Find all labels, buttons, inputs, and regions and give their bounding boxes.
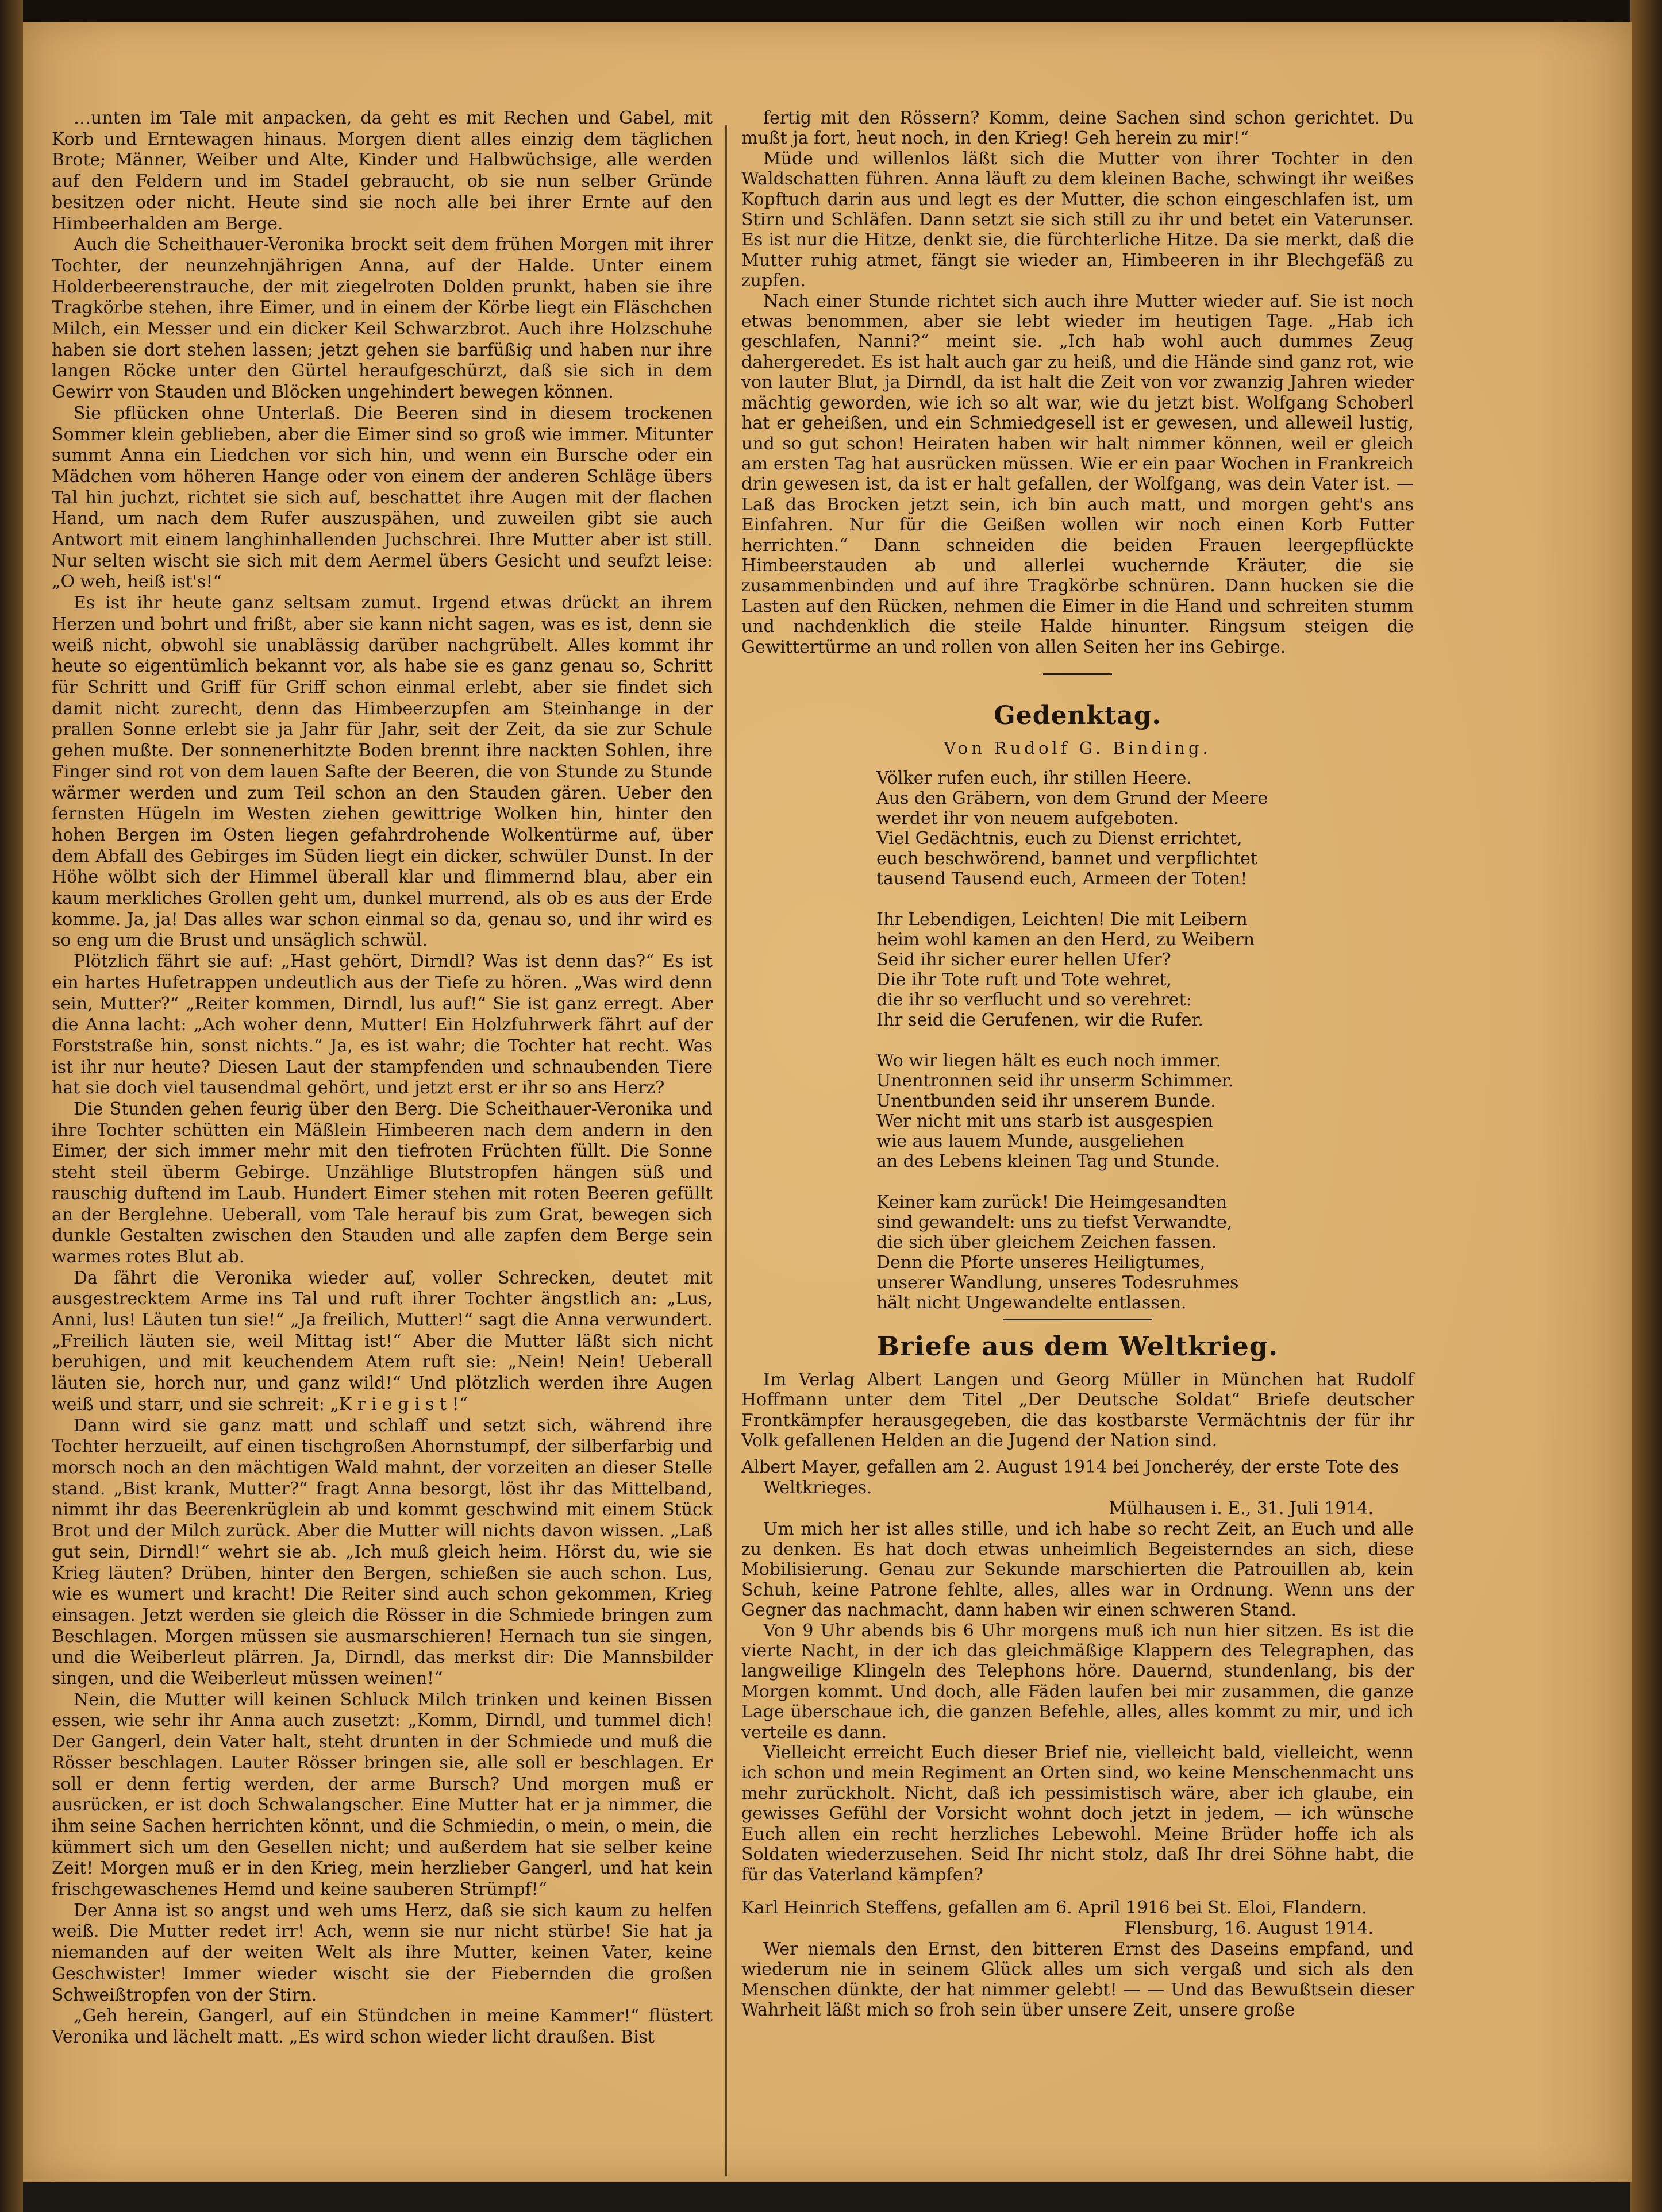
poem-stanza <box>876 768 1414 889</box>
story-paragraph: Es ist ihr heute ganz seltsam zumut. Irgend etwas drückt an ihrem Herzen und bohrt und frißt, aber sie kann nicht sagen, was es ist, denn sie weiß nicht, obwohl sie unablässig darüber nachgrübelt. Alles kommt ihr heute so eigentümlich bekannt vor, als habe sie es ganz genau so, Schritt für Schritt und Griff für Griff schon einmal erlebt, aber sie findet sich damit nicht zurecht, denn das Himbeerzupfen am Steinhange in der prallen Sonne erlebt sie ja Jahr für Jahr, seit der Zeit, da sie zur Schule gehen mußte. Der sonnenerhitzte Boden brennt ihre nackten Sohlen, ihre Finger sind rot von dem lauen Safte der Beeren, die von Stunde zu Stunde wärmer werden und zum Teil schon an den Stauden gären. Ueber den fernsten Hügeln im Westen ziehen gewittrige Wolken hin, hinter den hohen Bergen im Osten liegen gefahrdrohende Wolkentürme auf, über dem Abfall des Gebirges im Süden liegt ein dicker, schwüler Dunst. In der Höhe wölbt sich der Himmel überall klar und flimmernd blau, aber ein kaum merkliches Grollen geht um, dunkel murrend, als ob es aus der Erde komme. Ja, ja! Das alles war schon einmal so da, genau so, und ihr wird es so eng um die Brust und unsäglich schwül. <box>52 593 713 951</box>
poem-stanza <box>876 910 1414 1030</box>
letter-heading: Albert Mayer, gefallen am 2. August 1914 bei Joncheréy, der erste Tote des Weltkrieges. <box>741 1456 1399 1498</box>
poem-line: wie aus lauem Munde, ausgeliehen <box>876 1131 1184 1151</box>
story-paragraph: Müde und willenlos läßt sich die Mutter von ihrer Tochter in den Waldschatten führen. Anna läuft zu dem kleinen Bache, schwingt ihr weißes Kopftuch darin aus und legt es der Mutter, die schon eingeschlafen ist, um Stirn und Schläfen. Dann setzt sie sich still zu ihr und betet ein Vaterunser. Es ist nur die Hitze, denkt sie, die fürchterliche Hitze. Da sie merkt, daß die Mutter ruhig atmet, fängt sie wieder an, Himbeeren in ihr Blechgefäß zu zupfen. <box>741 148 1414 291</box>
left-column <box>52 108 713 2048</box>
poem-line: an des Lebens kleinen Tag und Stunde. <box>876 1151 1221 1171</box>
column-divider <box>725 125 727 2176</box>
poem-line: Keiner kam zurück! Die Heimgesandten <box>876 1192 1228 1212</box>
poem-line: heim wohl kamen an den Herd, zu Weibern <box>876 929 1255 950</box>
section-rule <box>1043 673 1112 675</box>
letter-dateline: Flensburg, 16. August 1914. <box>1124 1918 1374 1939</box>
poem-line: hält nicht Ungewandelte entlassen. <box>876 1292 1187 1313</box>
poem-line: euch beschwörend, bannet und verpflichtet <box>876 848 1257 869</box>
poem-line: sind gewandelt: uns zu tiefst Verwandte, <box>876 1212 1233 1232</box>
story-paragraph: Die Stunden gehen feurig über den Berg. Die Scheithauer-Veronika und ihre Tochter schütten ein Mäßlein Himbeeren nach dem andern in den Eimer, der sich immer mehr mit den tiefroten Früchten füllt. Die Sonne steht steil überm Gebirge. Unzählige Blutstropfen hängen süß und rauschig duftend im Laub. Hundert Eimer stehen mit roten Beeren gefüllt an der Berglehne. Ueberall, vom Tale herauf bis zum Grat, bewegen sich dunkle Gestalten zwischen den Stauden und alle zapfen dem Berge sein warmes rotes Blut ab. <box>52 1099 713 1267</box>
letter-dateline: Mülhausen i. E., 31. Juli 1914. <box>1109 1498 1374 1519</box>
poem-line: Seid ihr sicher eurer hellen Ufer? <box>876 949 1171 970</box>
poem-stanza <box>876 1192 1414 1313</box>
right-column <box>741 108 1414 2021</box>
poem-line: Ihr seid die Gerufenen, wir die Rufer. <box>876 1009 1203 1030</box>
right-page-edge <box>1630 0 1662 2212</box>
letter-paragraph: Um mich her ist alles stille, und ich habe so recht Zeit, an Euch und alle zu denken. Es hat doch etwas unheimlich Begeisterndes an sich, diese Mobilisierung. Genau zur Sekunde marschierten die Patrouillen ab, kein Schuh, keine Patrone fehlte, alles, alles war in Ordnung. Wenn uns der Gegner das nachmacht, dann haben wir einen schweren Stand. <box>741 1519 1414 1621</box>
section-rule <box>1003 1319 1152 1320</box>
poem-line: Wo wir liegen hält es euch noch immer. <box>876 1050 1221 1071</box>
poem-line: unserer Wandlung, unseres Todesruhmes <box>876 1272 1239 1293</box>
poem-line: Ihr Lebendigen, Leichten! Die mit Leibern <box>876 909 1248 930</box>
story-paragraph: Der Anna ist so angst und weh ums Herz, daß sie sich kaum zu helfen weiß. Die Mutter redet irr! Ach, wenn sie nur nicht stürbe! Sie hat ja niemanden auf der weiten Welt als ihre Mutter, keinen Vater, keine Geschwister! Immer wieder wischt sie der Fiebernden die großen Schweißtropfen von der Stirn. <box>52 1900 713 2005</box>
poem-line: Denn die Pforte unseres Heiligtumes, <box>876 1252 1206 1273</box>
story-paragraph: „Geh herein, Gangerl, auf ein Stündchen in meine Kammer!“ flüstert Veronika und lächelt matt. „Es wird schon wieder licht draußen. Bist <box>52 2006 713 2047</box>
letter-paragraph: Wer niemals den Ernst, den bitteren Ernst des Daseins empfand, und wiederum nie in seinem Glück alles um sich vergaß und sich als den Menschen dünkte, der hat nimmer gelebt! — — Und das Bewußtsein dieser Wahrheit läßt mich so froh sein über unsere Zeit, unsere große <box>741 1939 1414 2021</box>
section-intro: Im Verlag Albert Langen und Georg Müller in München hat Rudolf Hoffmann unter dem Titel „Der Deutsche Soldat“ Briefe deutscher Frontkämpfer herausgegeben, die das kostbarste Vermächtnis der für ihr Volk gefallenen Helden an die Jugend der Nation sind. <box>741 1369 1414 1451</box>
story-paragraph: Plötzlich fährt sie auf: „Hast gehört, Dirndl? Was ist denn das?“ Es ist ein hartes Hufetrappen undeutlich aus der Tiefe zu hören. „Was wird denn sein, Mutter?“ „Reiter kommen, Dirndl, lus auf!“ Sie ist ganz erregt. Aber die Anna lacht: „Ach woher denn, Mutter! Ein Holzfuhrwerk fährt auf der Forststraße hin, sonst nichts.“ Ja, es ist wahr; die Tochter hat recht. Was ist ihr nur heute? Diesen Laut der stampfenden und schnaubenden Tiere hat sie doch viel tausendmal gehört, und jetzt erst er ihr so ans Herz? <box>52 951 713 1099</box>
poem-line: Wer nicht mit uns starb ist ausgespien <box>876 1111 1213 1131</box>
story-paragraph: Auch die Scheithauer-Veronika brockt seit dem frühen Morgen mit ihrer Tochter, der neunzehnjährigen Anna, auf der Halde. Unter einem Holderbeerenstrauche, der mit ziegelroten Dolden prunkt, haben sie ihre Tragkörbe stehen, ihre Eimer, und in einem der Körbe liegt ein Fläschchen Milch, ein Messer und ein dicker Keil Schwarzbrot. Auch ihre Holzschuhe haben sie dort stehen lassen; jetzt gehen sie barfüßig und haben nur ihre langen Röcke unter den Gürtel heraufgeschürzt, daß sie sich in dem Gewirr von Stauden und Blöcken ungehindert bewegen können. <box>52 234 713 403</box>
story-paragraph: Da fährt die Veronika wieder auf, voller Schrecken, deutet mit ausgestrecktem Arme ins Tal und ruft ihrer Tochter ängstlich an: „Lus, Anni, lus! Läuten tun sie!“ „Ja freilich, Mutter!“ sagt die Anna verwundert. „Freilich läuten sie, weil Mittag ist!“ Aber die Mutter läßt sich nicht beruhigen, und mit keuchendem Atem ruft sie: „Nein! Nein! Ueberall läuten sie, horch nur, und ganz wild!“ Und plötzlich werden ihre Augen weiß und starr, und sie schreit: „K r i e g i s t !“ <box>52 1267 713 1415</box>
poem-line: Viel Gedächtnis, euch zu Dienst errichtet, <box>876 828 1242 849</box>
letter-paragraph: Von 9 Uhr abends bis 6 Uhr morgens muß ich nun hier sitzen. Es ist die vierte Nacht, in der ich das gleichmäßige Klappern des Telegraphen, das langweilige Klingeln des Telephons höre. Dauernd, stundenlang, bis der Morgen kommt. Und doch, alle Fäden laufen bei mir zusammen, die ganze Lage überschaue ich, die ganzen Befehle, alles, alles kommt zu mir, und ich verteile es dann. <box>741 1620 1414 1743</box>
poem-byline: Von Rudolf G. Binding. <box>944 738 1211 758</box>
left-page-edge <box>0 0 23 2212</box>
newspaper-page <box>23 22 1632 2182</box>
poem-line: die ihr so verflucht und so verehret: <box>876 989 1192 1010</box>
story-paragraph: Nach einer Stunde richtet sich auch ihre Mutter wieder auf. Sie ist noch etwas benommen, aber sie lebt wieder im heutigen Tage. „Hab ich geschlafen, Nanni?“ meint sie. „Ich hab wohl auch dummes Zeug dahergeredet. Es ist halt auch gar zu heiß, und die Hände sind ganz rot, wie von lauter Blut, ja Dirndl, da ist halt die Zeit von vor zwanzig Jahren wieder mächtig geworden, wie ich so alt war, wie du jetzt bist. Wolfgang Schoberl hat er geheißen, und ein Schmiedgesell ist er gewesen, und alleweil lustig, und so gut schon! Heiraten haben wir halt nimmer können, weil er gleich am ersten Tag hat ausrücken müssen. Wie er ein paar Wochen in Frankreich drin gewesen ist, da ist er halt gefallen, der Wolfgang, was dein Vater ist. — Laß das Brocken jetzt sein, ich bin auch matt, und morgen geht's ans Einfahren. Nur für die Geißen wollen wir noch einen Korb Futter herrichten.“ Dann schneiden die beiden Frauen leergepflückte Himbeerstauden ab und allerlei wuchernde Kräuter, die sie zusammenbinden und auf ihre Tragkörbe schnüren. Dann hucken sie die Lasten auf den Rücken, nehmen die Eimer in die Hand und schreiten stumm und nachdenklich die steile Halde hinunter. Ringsum steigen die Gewittertürme an und rollen von allen Seiten her ins Gebirge. <box>741 291 1414 657</box>
poem-stanza <box>876 1051 1414 1171</box>
poem-line: werdet ihr von neuem aufgeboten. <box>876 808 1179 828</box>
story-paragraph: Dann wird sie ganz matt und schlaff und setzt sich, während ihre Tochter herzueilt, auf einen tischgroßen Ahornstumpf, der silberfarbig und morsch noch an den mächtigen Wald mahnt, der vorzeiten an dieser Stelle stand. „Bist krank, Mutter?“ fragt Anna besorgt, löst ihr das Mittelband, nimmt ihr das Beerenkrüglein ab und kommt geschwind mit einem Stück Brot und der Milch zurück. Aber die Mutter will nichts davon wissen. „Laß gut sein, Dirndl!“ wehrt sie ab. „Ich muß gleich heim. Hörst du, wie sie Krieg läuten? Drüben, hinter den Bergen, schießen sie auch schon. Lus, wie es wumert und kracht! Die Reiter sind auch schon gekommen, Krieg einsagen. Jetzt werden sie gleich die Rösser in die Schmiede bringen zum Beschlagen. Morgen müssen sie ausmarschieren! Hernach tun sie singen, und die Weiberleut plärren. Ja, Dirndl, das merkst dir: Die Mannsbilder singen, und die Weiberleut müssen weinen!“ <box>52 1415 713 1689</box>
story-paragraph: fertig mit den Rössern? Komm, deine Sachen sind schon gerichtet. Du mußt ja fort, heut noch, in den Krieg! Geh herein zu mir!“ <box>741 108 1414 149</box>
letter-heading: Karl Heinrich Steffens, gefallen am 6. April 1916 bei St. Eloi, Flandern. <box>741 1897 1367 1918</box>
letter-paragraph: Vielleicht erreicht Euch dieser Brief nie, vielleicht bald, vielleicht, wenn ich schon und mein Regiment an Orten sind, wo keine Menschenmacht uns mehr zurückholt. Nicht, daß ich pessimistisch wäre, aber ich glaube, ein gewisses Gefühl der Vorsicht wohnt doch jetzt in jedem, — ich wünsche Euch allen ein recht herzliches Lebewohl. Meine Brüder hoffe ich als Soldaten wiederzusehen. Seid Ihr nicht stolz, daß Ihr drei Söhne habt, die für das Vaterland kämpfen? <box>741 1743 1414 1885</box>
story-paragraph: Nein, die Mutter will keinen Schluck Milch trinken und keinen Bissen essen, wie sehr ihr Anna auch zusetzt: „Komm, Dirndl, und tummel dich! Der Gangerl, dein Vater halt, steht drunten in der Schmiede und muß die Rösser beschlagen. Lauter Rösser bringen sie, alle soll er beschlagen. Er soll er denn fertig werden, der arme Bursch? Und morgen muß er ausrücken, er ist doch Schwalangscher. Eine Mutter hat er ja nimmer, die ihm seine Sachen herrichten könnt, und die Schmiedin, o mein, o mein, die kümmert sich um den Gesellen nicht; und außerdem hat sie selber keine Zeit! Morgen muß er in den Krieg, mein herzlieber Gangerl, und hat kein frischgewaschenes Hemd und keine sauberen Strümpf!“ <box>52 1689 713 1900</box>
poem-line: Die ihr Tote ruft und Tote wehret, <box>876 969 1172 990</box>
poem-line: Unentronnen seid ihr unserm Schimmer. <box>876 1070 1234 1091</box>
story-paragraph: …unten im Tale mit anpacken, da geht es mit Rechen und Gabel, mit Korb und Erntewagen hinaus. Morgen dient alles einzig dem täglichen Brote; Männer, Weiber und Alte, Kinder und Halbwüchsige, alle werden auf den Feldern und im Stadel gebraucht, ob sie nun selber Gründe besitzen oder nicht. Heute sind sie noch alle bei ihrer Ernte auf den Himbeerhalden am Berge. <box>52 108 713 234</box>
story-paragraph: Sie pflücken ohne Unterlaß. Die Beeren sind in diesem trockenen Sommer klein geblieben, aber die Eimer sind so groß wie immer. Mitunter summt Anna ein Liedchen vor sich hin, und wenn ein Bursche oder ein Mädchen vom höheren Hange oder von einem der anderen Schläge übers Tal hin juchzt, richtet sie sich auf, beschattet ihre Augen mit der flachen Hand, um nach dem Rufer auszuspähen, und zuweilen gibt sie auch Antwort mit einem langhinhallenden Juchschrei. Ihre Mutter aber ist still. Nur selten wischt sie sich mit dem Aermel übers Gesicht und seufzt leise: „O weh, heiß ist's!“ <box>52 403 713 592</box>
poem-title: Gedenktag. <box>994 700 1161 730</box>
poem-line: tausend Tausend euch, Armeen der Toten! <box>876 868 1248 889</box>
section-title: Briefe aus dem Weltkrieg. <box>876 1330 1279 1362</box>
poem-line: Aus den Gräbern, von dem Grund der Meere <box>876 788 1268 808</box>
poem-line: Völker rufen euch, ihr stillen Heere. <box>876 768 1192 788</box>
poem-line: Unentbunden seid ihr unserem Bunde. <box>876 1090 1216 1111</box>
poem-line: die sich über gleichem Zeichen fassen. <box>876 1232 1217 1253</box>
